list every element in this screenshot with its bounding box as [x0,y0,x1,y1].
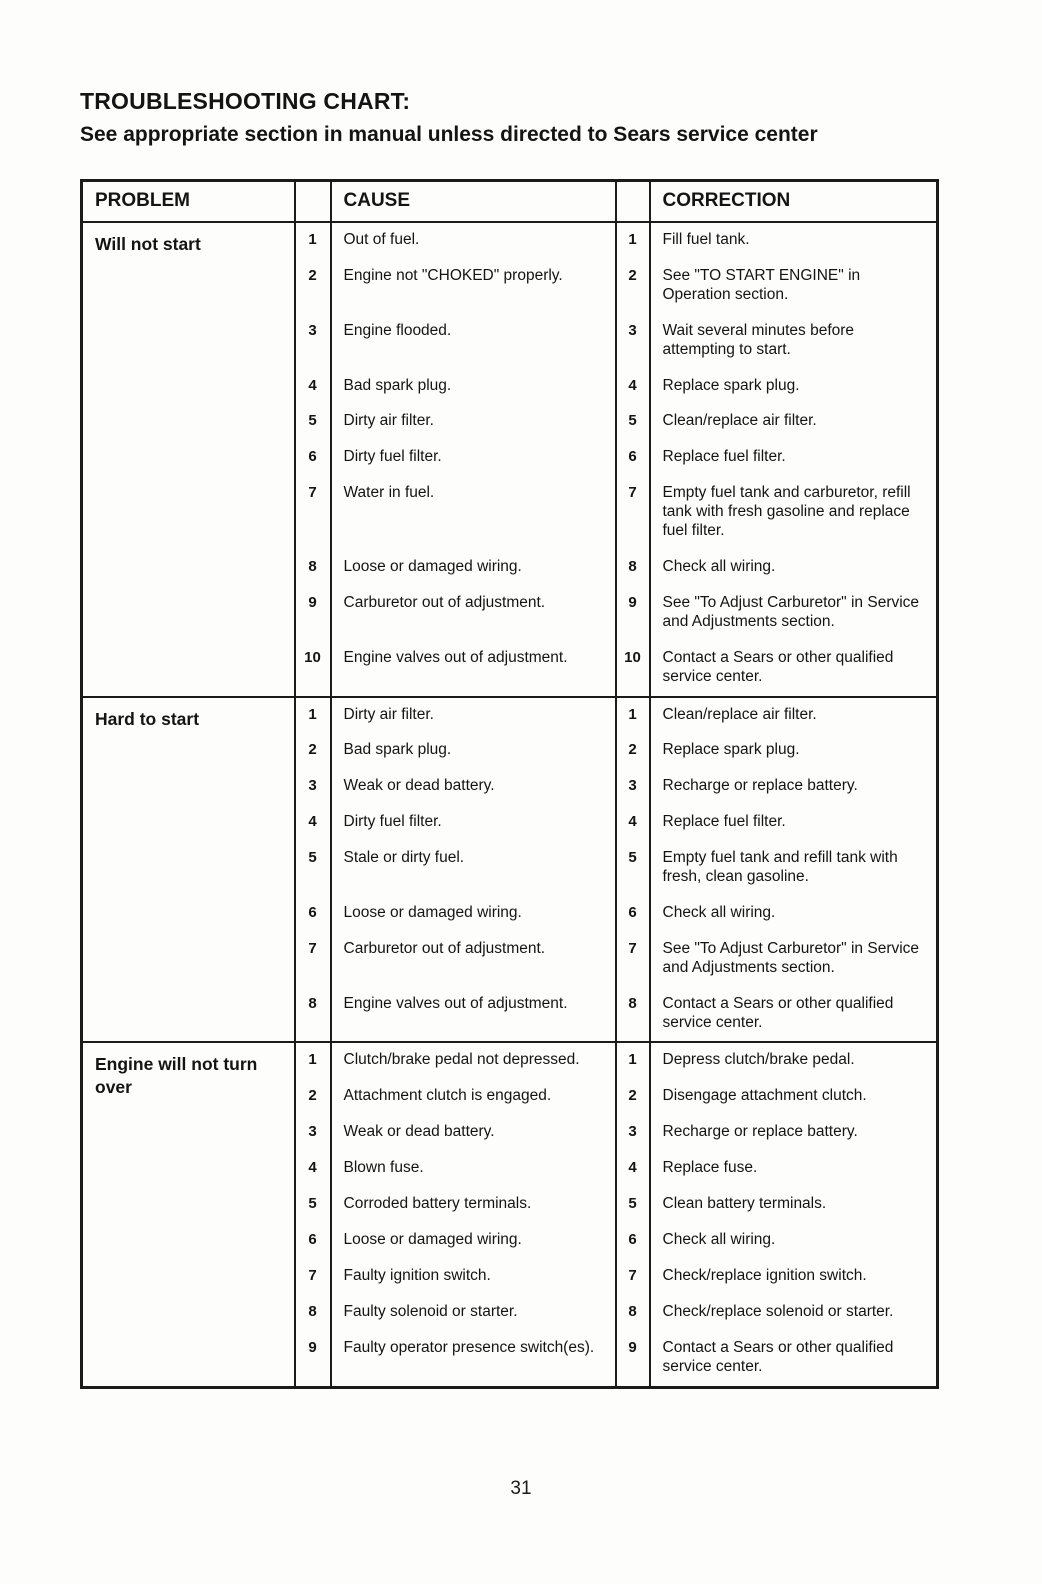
correction-cell: Check all wiring. [662,1231,776,1248]
cause-number: 8 [295,987,331,1043]
cause-cell: Engine not "CHOKED" properly. [331,259,616,314]
correction-number: 9 [616,586,650,641]
cause-number: 2 [295,733,331,769]
table-header [82,181,938,223]
correction-number: 3 [616,314,650,369]
cause-cell: Dirty fuel filter. [331,805,616,841]
correction-number: 6 [616,440,650,476]
correction-cell: Disengage attachment clutch. [662,1087,867,1105]
correction-number: 2 [616,1079,650,1115]
cause-cell: Stale or dirty fuel. [331,841,616,896]
correction-cell: See "To Adjust Carburetor" in Service and Adjustments section. [662,593,920,630]
correction-cell: Check all wiring. [662,557,776,575]
correction-cell: Check all wiring. [662,903,776,921]
cause-number: 5 [295,841,331,896]
page-title: TROUBLESHOOTING CHART: [80,88,411,114]
cause-cell: Weak or dead battery. [331,1115,616,1151]
correction-number: 4 [616,805,650,841]
cause-cell: Water in fuel. [331,476,616,550]
cause-cell: Blown fuse. [331,1151,616,1187]
correction-number: 7 [616,1259,650,1295]
cause-number: 2 [295,259,331,314]
table-row [82,1042,938,1079]
cause-number: 4 [295,1151,331,1187]
cause-cell: Dirty air filter. [331,404,616,440]
cause-number: 7 [295,1259,331,1295]
cause-cell: Engine flooded. [331,314,616,369]
cause-number: 3 [295,314,331,369]
cause-number: 7 [295,476,331,550]
correction-number: 3 [616,1115,650,1151]
cause-number: 8 [295,1295,331,1331]
correction-cell: Replace spark plug. [662,376,800,394]
correction-cell: Recharge or replace battery. [662,777,858,795]
correction-number: 1 [616,222,650,259]
cause-number: 4 [295,369,331,405]
section-will-not-start [82,222,938,697]
correction-cell: Clean/replace air filter. [662,412,817,430]
cause-number: 3 [295,1115,331,1151]
cause-number: 5 [295,1187,331,1223]
correction-number: 9 [616,1331,650,1387]
cause-cell: Engine valves out of adjustment. [331,987,616,1043]
cause-number: 6 [295,440,331,476]
cause-cell: Out of fuel. [331,222,616,259]
correction-cell: Contact a Sears or other qualified service center. [662,1338,894,1375]
table-row [82,697,938,734]
cause-cell: Dirty fuel filter. [331,440,616,476]
correction-number: 7 [616,932,650,987]
cause-cell: Weak or dead battery. [331,769,616,805]
correction-cell: Recharge or replace battery. [662,1123,858,1141]
cause-number: 6 [295,1223,331,1259]
correction-number: 7 [616,476,650,550]
correction-cell: Replace spark plug. [662,741,800,759]
cause-cell: Loose or damaged wiring. [331,550,616,586]
cause-number: 1 [295,697,331,734]
cause-cell: Bad spark plug. [331,733,616,769]
cause-number: 1 [295,1042,331,1079]
correction-number: 2 [616,733,650,769]
cause-number: 10 [295,641,331,697]
section-hard-to-start [82,697,938,1043]
cause-number: 8 [295,550,331,586]
header-problem: PROBLEM [82,181,295,223]
correction-cell: Clean battery terminals. [662,1195,827,1213]
cause-cell: Dirty air filter. [331,697,616,734]
cause-cell: Loose or damaged wiring. [331,896,616,932]
cause-number: 7 [295,932,331,987]
cause-number: 6 [295,896,331,932]
cause-cell: Faulty solenoid or starter. [331,1295,616,1331]
cause-cell: Engine valves out of adjustment. [331,641,616,697]
cause-cell: Faulty ignition switch. [331,1259,616,1295]
header-cause: CAUSE [331,181,616,223]
header-spacer-correction-num [616,181,650,223]
correction-number: 5 [616,1187,650,1223]
cause-number: 2 [295,1079,331,1115]
correction-cell: Fill fuel tank. [662,231,750,248]
page-subtitle: See appropriate section in manual unless directed to Sears service center [80,123,818,146]
header-correction: CORRECTION [650,181,938,223]
section-engine-will-not-turn-over [82,1042,938,1387]
problem-cell: Engine will not turn over [82,1042,295,1387]
correction-number: 1 [616,1042,650,1079]
correction-number: 4 [616,1151,650,1187]
cause-cell: Attachment clutch is engaged. [331,1079,616,1115]
correction-cell: Replace fuel filter. [662,813,786,831]
correction-number: 3 [616,769,650,805]
troubleshooting-table [80,179,939,1389]
header-spacer-cause-num [295,181,331,223]
correction-cell: Contact a Sears or other qualified service center. [662,994,894,1031]
header-row [82,181,938,223]
cause-cell: Faulty operator presence switch(es). [331,1331,616,1387]
cause-cell: Clutch/brake pedal not depressed. [331,1042,616,1079]
cause-number: 1 [295,222,331,259]
correction-number: 8 [616,1295,650,1331]
cause-number: 9 [295,586,331,641]
cause-cell: Bad spark plug. [331,369,616,405]
cause-number: 3 [295,769,331,805]
correction-number: 6 [616,1223,650,1259]
correction-number: 5 [616,404,650,440]
table-row [82,222,938,259]
problem-cell: Hard to start [82,697,295,1043]
cause-number: 9 [295,1331,331,1387]
cause-cell: Loose or damaged wiring. [331,1223,616,1259]
correction-cell: Check/replace ignition switch. [662,1266,867,1284]
correction-cell: Empty fuel tank and refill tank with fresh, clean gasoline. [662,849,898,886]
correction-cell: Clean/replace air filter. [662,705,817,723]
correction-cell: See "To Adjust Carburetor" in Service and Adjustments section. [662,939,920,976]
cause-number: 5 [295,404,331,440]
correction-cell: Check/replace solenoid or starter. [662,1302,894,1320]
correction-number: 5 [616,841,650,896]
cause-number: 4 [295,805,331,841]
correction-cell: Replace fuse. [662,1159,758,1177]
correction-number: 8 [616,550,650,586]
correction-cell: See "TO START ENGINE" in Operation section. [662,266,861,303]
correction-cell: Empty fuel tank and carburetor, refill tank with fresh gasoline and replace fuel filter. [662,484,911,540]
correction-number: 2 [616,259,650,314]
correction-cell: Contact a Sears or other qualified service center. [662,648,894,685]
problem-cell: Will not start [82,222,295,697]
cause-cell: Carburetor out of adjustment. [331,586,616,641]
correction-number: 8 [616,987,650,1043]
cause-cell: Corroded battery terminals. [331,1187,616,1223]
correction-number: 1 [616,697,650,734]
correction-cell: Wait several minutes before attempting to start. [662,321,855,358]
correction-number: 10 [616,641,650,697]
correction-number: 4 [616,369,650,405]
cause-cell: Carburetor out of adjustment. [331,932,616,987]
correction-number: 6 [616,896,650,932]
page-number: 31 [510,1478,532,1499]
correction-cell: Depress clutch/brake pedal. [662,1051,855,1069]
correction-cell: Replace fuel filter. [662,448,786,466]
